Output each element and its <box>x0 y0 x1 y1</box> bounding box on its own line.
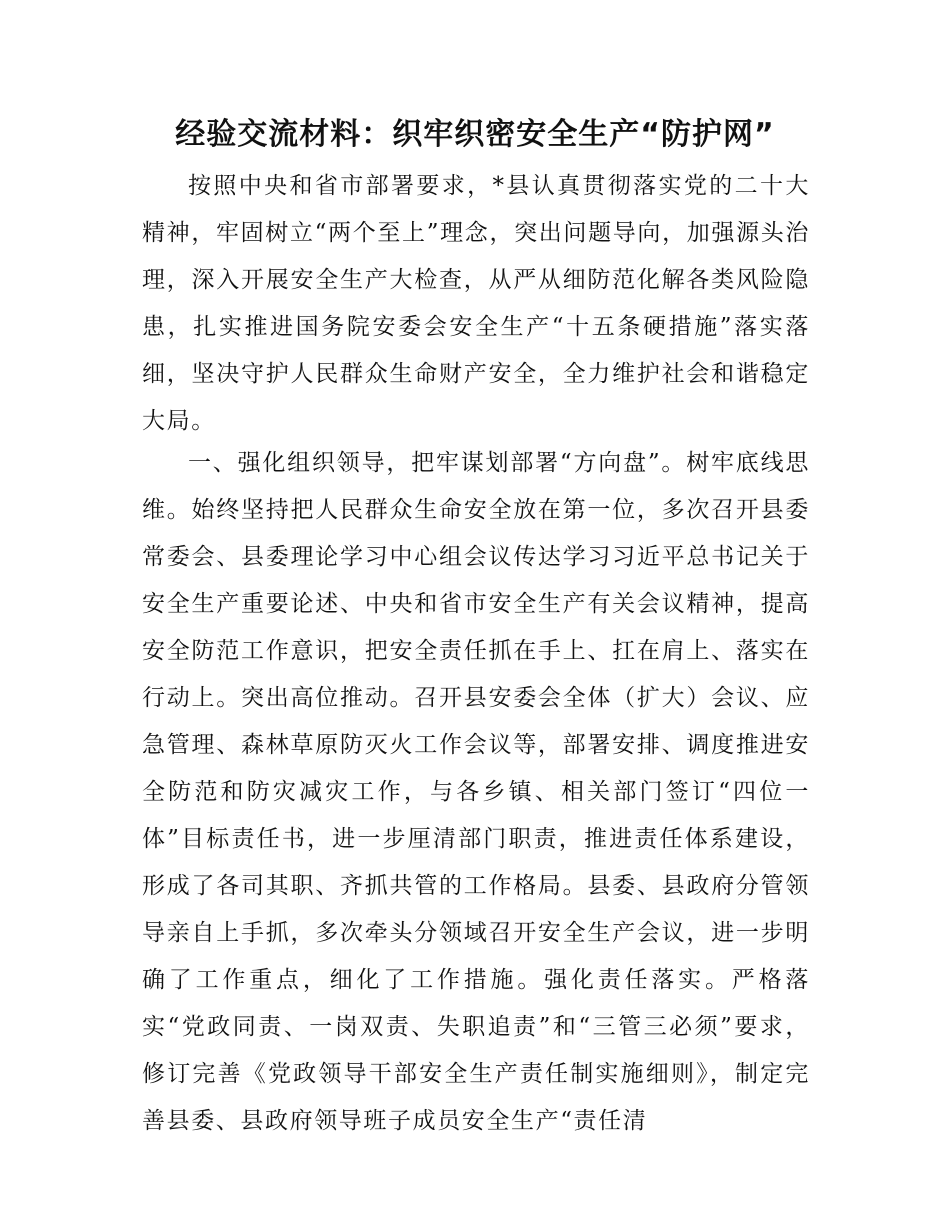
body-paragraph-intro: 按照中央和省市部署要求，*县认真贯彻落实党的二十大精神，牢固树立“两个至上”理念，突出问题导向，加强源头治理，深入开展安全生产大检查，从严从细防范化解各类风险隐患，扎实推进国务院安委会安全生产“十五条硬措施”落实落细，坚决守护人民群众生命财产安全，全力维护社会和谐稳定大局。 <box>142 173 810 434</box>
document-title: 经验交流材料：织牢织密安全生产“防护网” <box>175 117 775 152</box>
body-paragraph-section-one: 一、强化组织领导，把牢谋划部署“方向盘”。树牢底线思维。始终坚持把人民群众生命安全放在第一位，多次召开县委常委会、县委理论学习中心组会议传达学习习近平总书记关于安全生产重要论述、中央和省市安全生产有关会议精神，提高安全防范工作意识，把安全责任抓在手上、扛在肩上、落实在行动上。突出高位推动。召开县安委会全体（扩大）会议、应急管理、森林草原防灭火工作会议等，部署安排、调度推进安全防范和防灾减灾工作，与各乡镇、相关部门签订“四位一体”目标责任书，进一步厘清部门职责，推进责任体系建设，形成了各司其职、齐抓共管的工作格局。县委、县政府分管领导亲自上手抓，多次牵头分领域召开安全生产会议，进一步明确了工作重点，细化了工作措施。强化责任落实。严格落实“党政同责、一岗双责、失职追责”和“三管三必须”要求，修订完善《党政领导干部安全生产责任制实施细则》，制定完善县委、县政府领导班子成员安全生产“责任清 <box>142 450 810 1134</box>
